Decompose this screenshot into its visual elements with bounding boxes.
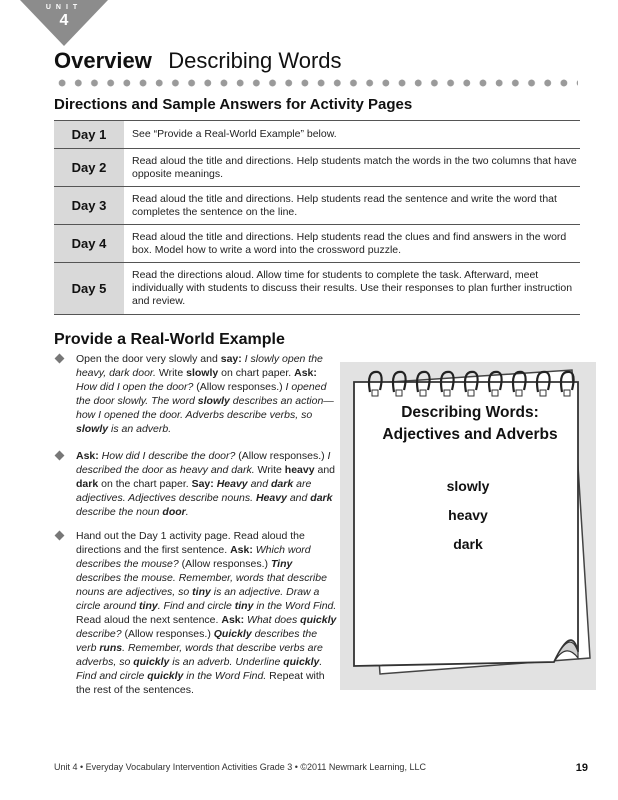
table-row [54, 149, 580, 187]
day-label: Day 5 [54, 263, 124, 315]
day-label: Day 3 [54, 187, 124, 225]
diamond-bullet-icon [55, 451, 65, 461]
day-label: Day 2 [54, 149, 124, 187]
text-run: slowly [197, 395, 230, 407]
notepad-word: dark [453, 536, 483, 552]
text-run: How did I open the door? [76, 381, 194, 393]
list-item [56, 449, 340, 519]
example-heading: Provide a Real-World Example [54, 331, 285, 348]
text-run: (Allow responses.) [235, 450, 328, 462]
text-run: and [314, 464, 335, 476]
diamond-bullet-icon [55, 354, 65, 364]
text-run: and [247, 478, 272, 490]
text-run: tiny [234, 600, 254, 612]
day-description: Read aloud the title and directions. Help students match the words in the two columns that have opposite meanings. [124, 149, 580, 187]
bullet-text [76, 529, 340, 697]
text-run: Write [254, 464, 285, 476]
day-label: Day 1 [54, 121, 124, 149]
text-run: say: [220, 353, 242, 365]
table-row [54, 225, 580, 263]
text-run: Quickly [213, 628, 252, 640]
text-run: is an adjective. Draw a circle around [76, 586, 320, 612]
text-run: I described the door as heavy and dark. [76, 450, 331, 476]
directions-heading: Directions and Sample Answers for Activity Pages [54, 96, 413, 113]
text-run: Ask: [221, 614, 245, 626]
title-overview: Overview [54, 48, 152, 73]
text-run: describe? [76, 628, 122, 640]
list-item [56, 529, 340, 697]
text-run: quickly [283, 656, 320, 668]
text-run: door [162, 506, 186, 518]
unit-tab [20, 0, 108, 46]
text-run: I opened the door slowly. The word [76, 381, 327, 407]
page-number: 19 [575, 762, 588, 774]
text-run: Write [155, 367, 187, 379]
day-label: Day 4 [54, 225, 124, 263]
text-run: in the Word Find. [183, 670, 267, 682]
diamond-bullet-icon [55, 531, 65, 541]
day-description: Read aloud the title and directions. Help students read the clues and find answers in the word box. Model how to write a word into the crossword puzzle. [124, 225, 580, 263]
text-run: Say: [191, 478, 214, 490]
unit-label: UNIT [45, 4, 83, 11]
text-run: tiny [192, 586, 211, 598]
text-run: How did I describe the door? [98, 450, 236, 462]
text-run: . Find and circle [157, 600, 235, 612]
text-run: describes the verb [76, 628, 318, 654]
text-run: are adjectives. Adjectives describe nouns. [76, 478, 312, 504]
text-run: describes an action—how I opened the door. Adverbs describe verbs, so [76, 395, 334, 421]
text-run: describes the mouse. Remember, words that describe nouns are adjectives, so [76, 572, 327, 598]
text-run: (Allow responses.) [193, 381, 286, 393]
table-row [54, 187, 580, 225]
day-description: Read aloud the title and directions. Help students read the sentence and write the word that completes the sentence on the line. [124, 187, 580, 225]
notepad-word: heavy [448, 507, 488, 523]
text-run: . Remember, words that describe verbs are adverbs, so [76, 642, 323, 668]
dotted-divider [54, 79, 578, 87]
text-run: (Allow responses.) [178, 558, 271, 570]
text-run: Ask: [230, 544, 253, 556]
text-run: quickly [133, 656, 170, 668]
text-run: and [286, 492, 311, 504]
text-run: Which word describes the mouse? [76, 544, 311, 570]
text-run: Heavy [216, 478, 248, 490]
page-title [54, 48, 342, 74]
text-run: dark [76, 478, 99, 490]
text-run: Repeat with the rest of the sentences. [76, 670, 325, 696]
unit-number: 4 [59, 12, 69, 29]
bullet-text [76, 449, 340, 519]
text-run: quickly [300, 614, 337, 626]
text-run: Read aloud the next sentence. [76, 614, 222, 626]
text-run: dark [310, 492, 333, 504]
text-run: What does [244, 614, 301, 626]
text-run: tiny [139, 600, 158, 612]
text-run: quickly [147, 670, 184, 682]
notepad-word: slowly [446, 478, 490, 494]
text-run: on the chart paper. [98, 478, 192, 490]
text-run: Hand out the Day 1 activity page. Read aloud the directions and the first sentence. [76, 530, 305, 556]
text-run: I slowly open the heavy, dark door. [76, 353, 323, 379]
text-run: is an adverb. [108, 423, 172, 435]
text-run: (Allow responses.) [121, 628, 214, 640]
text-run: heavy [284, 464, 315, 476]
day-description: See “Provide a Real-World Example” below. [124, 121, 580, 149]
text-run: Heavy [255, 492, 287, 504]
text-run: Open the door very slowly and [76, 353, 221, 365]
text-run: Tiny [270, 558, 293, 570]
text-run: . Find and circle [76, 656, 323, 682]
text-run: slowly [186, 367, 219, 379]
notepad-illustration [340, 362, 596, 690]
text-run: in the Word Find. [253, 600, 337, 612]
bullet-text [76, 352, 340, 436]
list-item [56, 352, 340, 436]
notepad-title-line1: Describing Words: [401, 404, 539, 421]
text-run: is an adverb. Underline [169, 656, 284, 668]
text-run: Ask: [294, 367, 317, 379]
directions-table [54, 120, 580, 315]
text-run: on chart paper. [218, 367, 295, 379]
text-run: dark [271, 478, 294, 490]
day-description: Read the directions aloud. Allow time for students to complete the task. Afterward, meet individually with students to discuss their results. Use their responses to plan further instruction and review. [124, 263, 580, 315]
text-run: slowly [76, 423, 109, 435]
table-row [54, 263, 580, 315]
notepad-title-line2: Adjectives and Adverbs [382, 426, 558, 443]
footer-credit: Unit 4 • Everyday Vocabulary Intervention Activities Grade 3 • ©2011 Newmark Learning, LLC [54, 762, 426, 772]
text-run: . [185, 506, 189, 518]
title-topic: Describing Words [168, 48, 342, 73]
text-run: Ask: [76, 450, 99, 462]
text-run: describe the noun [76, 506, 163, 518]
text-run: runs [99, 642, 123, 654]
table-row [54, 121, 580, 149]
